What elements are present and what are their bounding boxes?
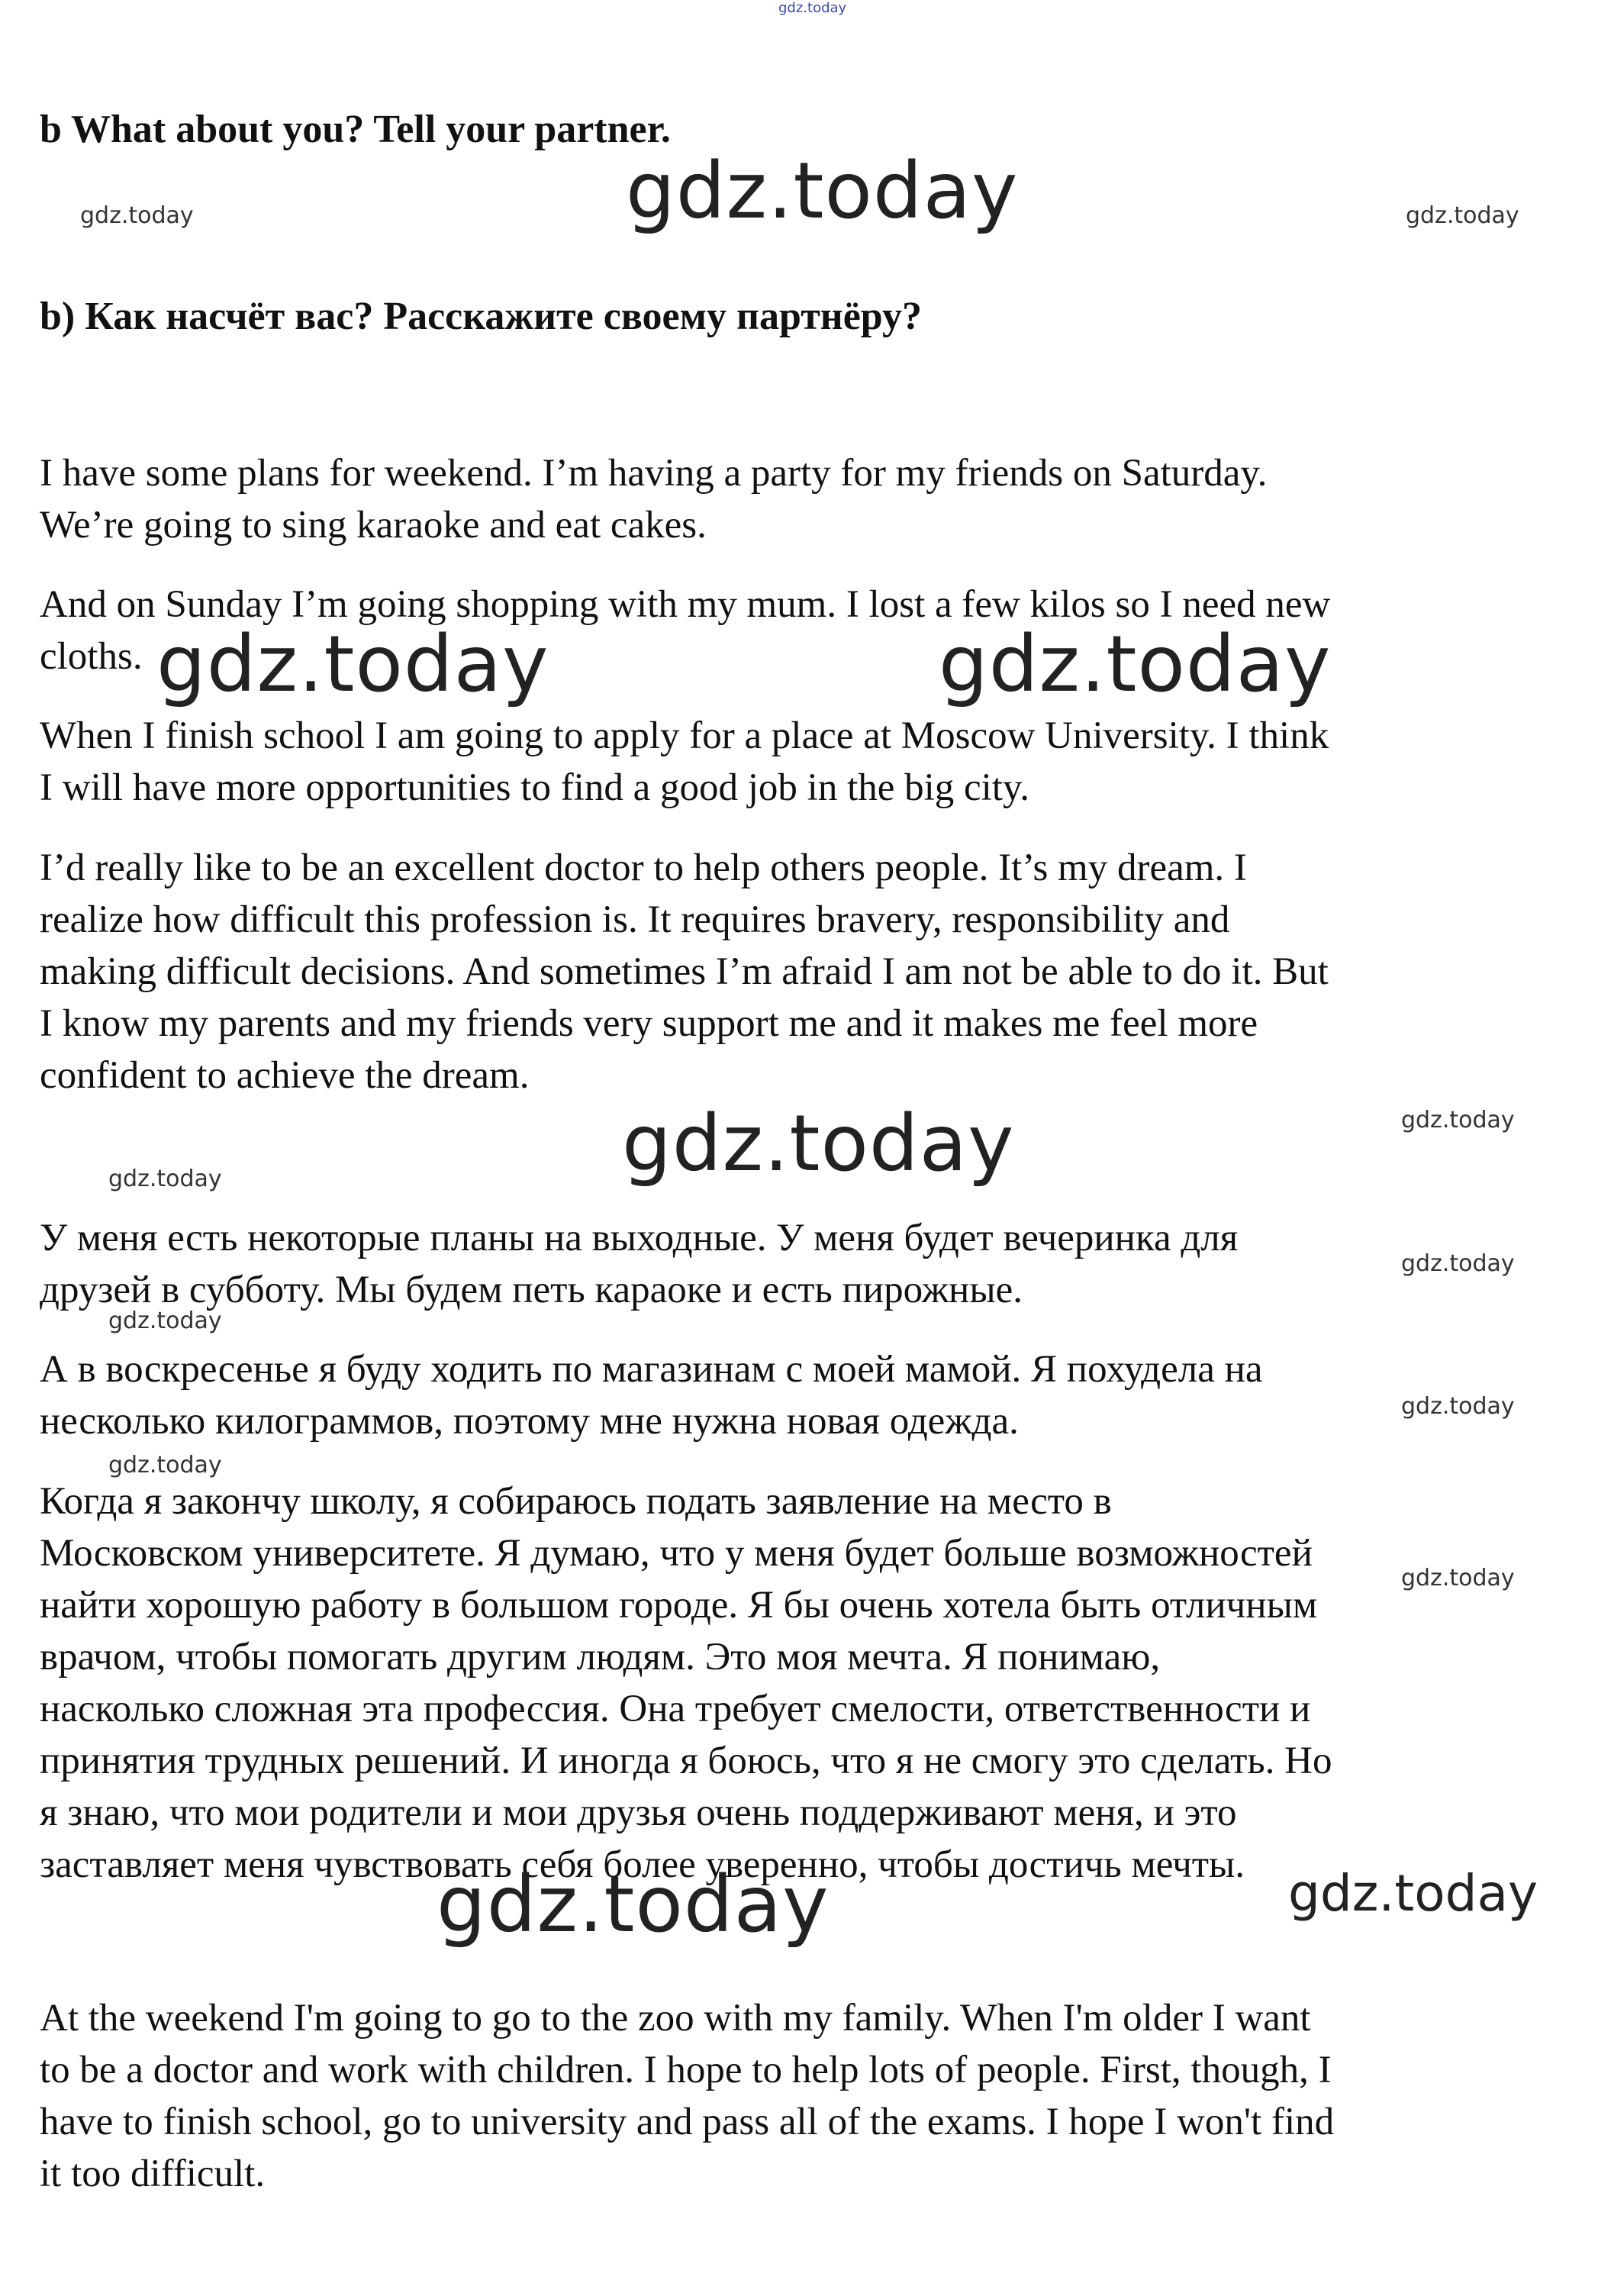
watermark-large: gdz.today [156,619,549,710]
text-line: I will have more opportunities to find a good job in the big city. [40,766,1029,809]
text-line: cloths. [40,635,143,678]
text-line: У меня есть некоторые планы на выходные. У меня будет вечеринка для [40,1217,1239,1259]
text-line: it too difficult. [40,2152,266,2195]
text-line: confident to achieve the dream. [40,1054,530,1097]
text-line: At the weekend I'm going to go to the zoo with my family. When I'm older I want [40,1997,1311,2040]
text-line: When I finish school I am going to apply for a place at Moscow University. I think [40,714,1329,757]
watermark-small: gdz.today [108,1452,222,1479]
text-line: realize how difficult this profession is. It requires bravery, responsibility and [40,898,1230,941]
watermark-large: gdz.today [622,1098,1015,1189]
watermark-large: gdz.today [437,1859,830,1950]
text-line: я знаю, что мои родители и мои друзья очень поддерживают меня, и это [40,1791,1237,1834]
text-line: несколько килограммов, поэтому мне нужна новая одежда. [40,1400,1019,1443]
text-line: друзей в субботу. Мы будем петь караоке и есть пирожные. [40,1269,1023,1311]
watermark-small: gdz.today [1406,202,1519,229]
watermark-small: gdz.today [1401,1393,1515,1420]
watermark-large: gdz.today [939,619,1332,710]
text-line: принятия трудных решений. И иногда я боюсь, что я не смогу это сделать. Но [40,1740,1332,1782]
text-line: Московском университете. Я думаю, что у меня будет больше возможностей [40,1532,1313,1575]
text-line: making difficult decisions. And sometimes I’m afraid I am not be able to do it. But [40,950,1329,993]
watermark-small: gdz.today [80,202,194,229]
text-line: We’re going to sing karaoke and eat cakes. [40,504,707,547]
answer-ru-paragraph-2 [40,1343,1566,1447]
answer-en-paragraph-1 [40,447,1566,551]
watermark-medium: gdz.today [1288,1864,1538,1923]
text-line: врачом, чтобы помогать другим людям. Это моя мечта. Я понимаю, [40,1636,1161,1678]
task-heading-en: b What about you? Tell your partner. [40,108,671,151]
task-heading-ru: b) Как насчёт вас? Расскажите своему партнёру? [40,295,923,338]
watermark-small: gdz.today [1401,1250,1515,1277]
watermark-small: gdz.today [1401,1565,1515,1591]
watermark-large: gdz.today [626,146,1019,237]
text-line: насколько сложная эта профессия. Она требует смелости, ответственности и [40,1688,1311,1730]
watermark-top: gdz.today [778,0,847,16]
watermark-small: gdz.today [108,1308,222,1334]
text-line: А в воскресенье я буду ходить по магазинам с моей мамой. Я похудела на [40,1348,1263,1391]
text-line: I’d really like to be an excellent doctor to help others people. It’s my dream. I [40,846,1247,889]
text-line: I know my parents and my friends very support me and it makes me feel more [40,1002,1258,1045]
sample-answer-paragraph [40,1992,1566,2200]
watermark-small: gdz.today [1401,1107,1515,1133]
answer-en-paragraph-4 [40,842,1566,1101]
text-line: найти хорошую работу в большом городе. Я бы очень хотела быть отличным [40,1584,1318,1627]
text-line: заставляет меня чувствовать себя более уверенно, чтобы достичь мечты. [40,1843,1245,1886]
text-line: have to finish school, go to university and pass all of the exams. I hope I won't find [40,2101,1335,2143]
text-line: Когда я закончу школу, я собираюсь подать заявление на место в [40,1480,1112,1523]
answer-ru-paragraph-3 [40,1475,1566,1891]
answer-en-paragraph-3 [40,710,1566,814]
watermark-small: gdz.today [108,1166,222,1192]
answer-ru-paragraph-1 [40,1212,1566,1316]
text-line: I have some plans for weekend. I’m having a party for my friends on Saturday. [40,452,1268,495]
text-line: to be a doctor and work with children. I hope to help lots of people. First, though, I [40,2049,1332,2091]
text-line: And on Sunday I’m going shopping with my mum. I lost a few kilos so I need new [40,583,1331,626]
